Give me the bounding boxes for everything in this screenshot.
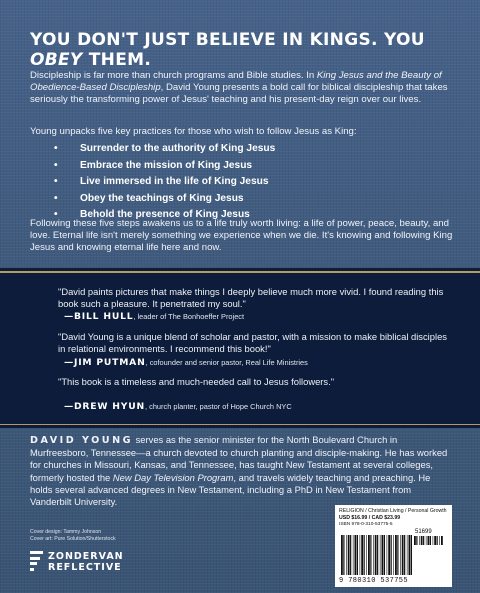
isbn-line: ISBN 978-0-310-53775-5	[339, 522, 393, 527]
endorsement-attribution	[64, 357, 308, 368]
price-code: 51699	[415, 529, 432, 535]
practices-intro: Young unpacks five key practices for those who wish to follow Jesus as King:	[30, 126, 357, 137]
intro-text: Discipleship is far more than church programs and Bible studies. In	[30, 70, 317, 81]
endorser-role: , cofounder and senior pastor, Real Life Ministries	[145, 358, 308, 367]
gold-rule-top	[0, 271, 480, 273]
closing-paragraph: Following these five steps awakens us to a life truly worth living: a life of power, peace, beauty, and love. Eternal life isn't merely something we experience when we die. It's knowing and following King Jesus and knowing eternal life here and now.	[30, 218, 453, 254]
practice-label: Live immersed in the life of King Jesus	[80, 176, 269, 188]
practice-label: Embrace the mission of King Jesus	[80, 159, 253, 171]
practice-label: Behold the presence of King Jesus	[80, 209, 250, 221]
bullet-icon: •	[54, 192, 58, 204]
practices-list	[48, 141, 275, 224]
practice-item	[48, 141, 275, 158]
endorser-role: , leader of The Bonhoeffer Project	[133, 312, 245, 321]
em-dash: —	[64, 401, 74, 412]
headline-text: YOU DON'T JUST BELIEVE IN KINGS. YOU	[30, 30, 425, 50]
practice-item	[48, 158, 275, 175]
bio-text-end: , and travels widely teaching and preaching. He holds several advanced degrees in New Testament, including a PhD in New Testament from Vanderbilt University.	[30, 471, 431, 508]
program-title: New Day Television Program	[112, 471, 234, 483]
endorsement-attribution	[64, 311, 244, 322]
author-name: DAVID YOUNG	[30, 435, 133, 446]
bullet-icon: •	[54, 159, 58, 171]
price-barcode-icon	[414, 536, 444, 545]
headline-text-end: THEM.	[82, 50, 152, 70]
intro-paragraph	[30, 70, 455, 107]
barcode-digits: 9 780310 537755	[339, 577, 409, 585]
endorser-name: BILL HULL	[74, 311, 134, 322]
endorser-name: JIM PUTMAN	[74, 357, 146, 368]
bullet-icon: •	[54, 176, 58, 188]
intro-text-end: , David Young presents a bold call for biblical discipleship that takes seriously the transforming power of Jesus' teaching and his present-day reign over our lives.	[30, 82, 448, 106]
publisher-imprint: REFLECTIVE	[48, 562, 122, 573]
practice-item	[48, 174, 275, 191]
practice-item	[48, 191, 275, 208]
bio-text: serves as the senior minister for the North Boulevard Church in Murfreesboro, Tennessee—a church devoted to church planting and disciple-making. He has worked for churches in Missouri, Kansas, and Tennessee, has taught New Testament at several colleges, formerly hosted the	[30, 434, 448, 483]
headline	[30, 30, 460, 70]
cover-credits	[30, 529, 116, 543]
book-title: King Jesus and the Beauty of Obedience-Based Discipleship	[30, 70, 442, 94]
endorsement-quote: "David Young is a unique blend of scholar and pastor, with a mission to make biblical disciples in relational environments. I recommend this book!"	[58, 331, 447, 354]
endorsement-attribution	[64, 401, 292, 412]
practice-label: Obey the teachings of King Jesus	[80, 192, 244, 204]
author-bio	[30, 434, 454, 508]
publisher-name: ZONDERVAN	[48, 551, 124, 562]
em-dash: —	[64, 311, 74, 322]
endorser-name: DREW HYUN	[74, 401, 146, 412]
em-dash: —	[64, 357, 74, 368]
bullet-icon: •	[54, 209, 58, 221]
barcode-box	[335, 505, 452, 587]
endorser-role: , church planter, pastor of Hope Church NYC	[145, 402, 292, 411]
bullet-icon: •	[54, 143, 58, 154]
cover-art-credit: Cover art: Pure Solution/Shutterstock	[30, 535, 116, 542]
headline-emphasis: OBEY	[30, 50, 83, 70]
bisac-category: RELIGION / Christian Living / Personal Growth	[339, 508, 447, 514]
endorsement-quote: "David paints pictures that make things I deeply believe much more vivid. I found reading this book such a pleasure. It penetrated my soul."	[58, 286, 444, 309]
gold-rule-bottom	[0, 424, 480, 426]
endorsement-quote: "This book is a timeless and much-needed call to Jesus followers."	[58, 376, 335, 387]
practice-label: Surrender to the authority of King Jesus	[80, 143, 276, 154]
zondervan-logo-icon	[30, 551, 43, 571]
price-line: USD $16.99 / CAD $23.99	[339, 515, 401, 521]
cover-design-credit: Cover design: Tammy Johnson	[30, 529, 102, 535]
